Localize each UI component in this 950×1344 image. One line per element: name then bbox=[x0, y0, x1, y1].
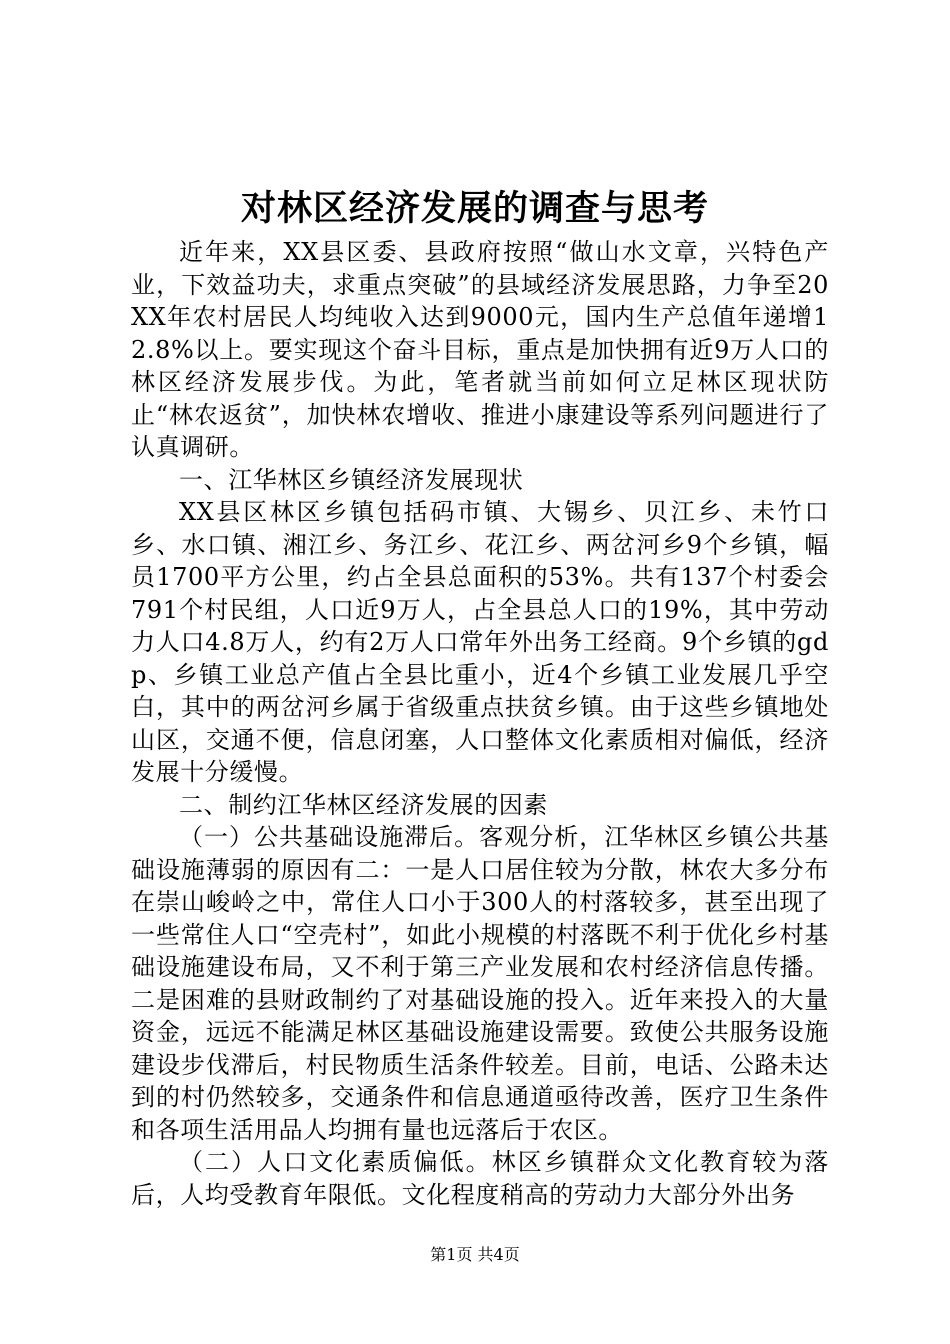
document-title: 对林区经济发展的调查与思考 bbox=[240, 188, 709, 229]
page-footer: 第1页 共4页 bbox=[430, 1245, 520, 1264]
section-heading-1: 一、江华林区乡镇经济发展现状 bbox=[179, 465, 524, 494]
paragraph-status: XX县区林区乡镇包括码市镇、大锡乡、贝江乡、未竹口乡、水口镇、湘江乡、务江乡、花江乡、两岔河乡9个乡镇，幅员1700平方公里，约占全县总面积的53%。共有137个村委会791个村民组，人口近9万人，占全县总人口的19%，其中劳动力人口4.8万人，约有2万人口常年外出务工经商。9个乡镇的gdp、乡镇工业总产值占全县比重小，近4个乡镇工业发展几乎空白，其中的两岔河乡属于省级重点扶贫乡镇。由于这些乡镇地处山区，交通不便，信息闭塞，人口整体文化素质相对偏低，经济发展十分缓慢。 bbox=[131, 498, 829, 786]
paragraph-infrastructure: （一）公共基础设施滞后。客观分析，江华林区乡镇公共基础设施薄弱的原因有二：一是人口居住较为分散，林农大多分布在崇山峻岭之中，常住人口小于300人的村落较多，甚至出现了一些常住人口“空壳村”，如此小规模的村落既不利于优化乡村基础设施建设布局，又不利于第三产业发展和农村经济信息传播。二是困难的县财政制约了对基础设施的投入。近年来投入的大量资金，远远不能满足林区基础设施建设需要。致使公共服务设施建设步伐滞后，村民物质生活条件较差。目前，电话、公路未达到的村仍然较多，交通条件和信息通道亟待改善，医疗卫生条件和各项生活用品人均拥有量也远落后于农区。 bbox=[131, 823, 829, 1144]
document-body bbox=[131, 236, 829, 1211]
section-heading-2: 二、制约江华林区经济发展的因素 bbox=[179, 790, 548, 819]
paragraph-intro: 近年来，XX县区委、县政府按照“做山水文章，兴特色产业，下效益功夫，求重点突破”的县域经济发展思路，力争至20XX年农村居民人均纯收入达到9000元，国内生产总值年递增12.8%以上。要实现这个奋斗目标，重点是加快拥有近9万人口的林区经济发展步伐。为此，笔者就当前如何立足林区现状防止“林农返贫”，加快林农增收、推进小康建设等系列问题进行了认真调研。 bbox=[131, 238, 829, 461]
paragraph-education: （二）人口文化素质偏低。林区乡镇群众文化教育较为落后，人均受教育年限低。文化程度稍高的劳动力大部分外出务 bbox=[131, 1148, 829, 1209]
